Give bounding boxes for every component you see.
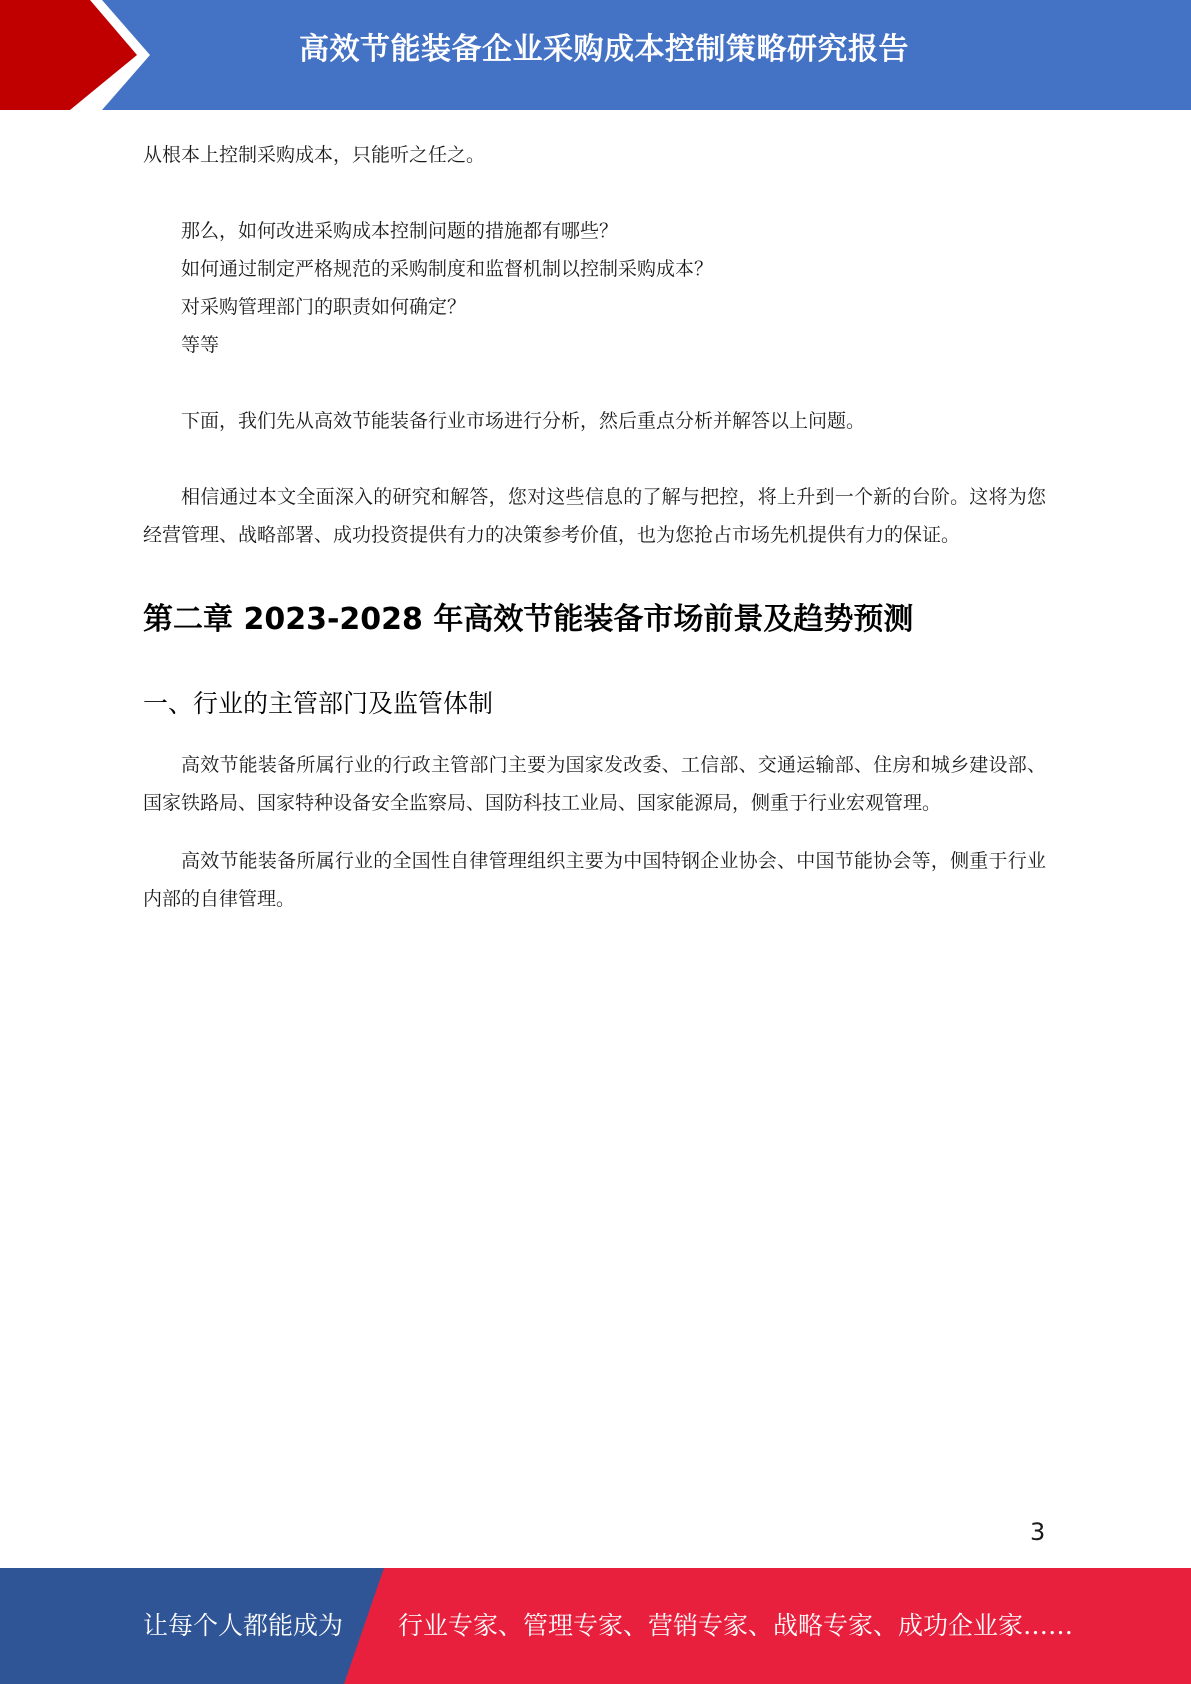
chapter-heading: 第二章 2023-2028 年高效节能装备市场前景及趋势预测 <box>143 602 914 637</box>
spacer <box>143 554 1046 600</box>
section-paragraph: 高效节能装备所属行业的行政主管部门主要为国家发改委、工信部、交通运输部、住房和城乡建设部、国家铁路局、国家特种设备安全监察局、国防科技工业局、国家能源局，侧重于行业宏观管理。 <box>143 754 1046 814</box>
question-list <box>143 212 1046 364</box>
page-content <box>143 136 1046 918</box>
intro-line: 从根本上控制采购成本，只能听之任之。 <box>143 144 486 166</box>
page-number: 3 <box>1030 1518 1046 1546</box>
page-footer <box>0 1568 1191 1684</box>
plan-paragraph: 下面，我们先从高效节能装备行业市场进行分析，然后重点分析并解答以上问题。 <box>181 410 866 432</box>
section-heading: 一、行业的主管部门及监管体制 <box>143 689 494 718</box>
question-item: 那么，如何改进采购成本控制问题的措施都有哪些？ <box>181 220 619 242</box>
footer-slogan-right: 行业专家、管理专家、营销专家、战略专家、成功企业家…… <box>398 1611 1074 1640</box>
document-title: 高效节能装备企业采购成本控制策略研究报告 <box>299 32 909 67</box>
spacer <box>143 174 1046 212</box>
section-paragraph: 高效节能装备所属行业的全国性自律管理组织主要为中国特钢企业协会、中国节能协会等，侧重于行业内部的自律管理。 <box>143 850 1046 910</box>
spacer <box>143 722 1046 746</box>
footer-slogan-left: 让每个人都能成为 <box>143 1611 344 1640</box>
spacer <box>143 364 1046 402</box>
question-item: 对采购管理部门的职责如何确定？ <box>181 296 467 318</box>
question-item: 如何通过制定严格规范的采购制度和监督机制以控制采购成本？ <box>181 258 714 280</box>
page-header <box>0 0 1191 110</box>
question-item: 等等 <box>181 334 220 356</box>
spacer <box>143 822 1046 842</box>
value-paragraph: 相信通过本文全面深入的研究和解答，您对这些信息的了解与把控，将上升到一个新的台阶。这将为您经营管理、战略部署、成功投资提供有力的决策参考价值，也为您抢占市场先机提供有力的保证。 <box>143 486 1046 546</box>
spacer <box>143 440 1046 478</box>
spacer <box>143 640 1046 686</box>
